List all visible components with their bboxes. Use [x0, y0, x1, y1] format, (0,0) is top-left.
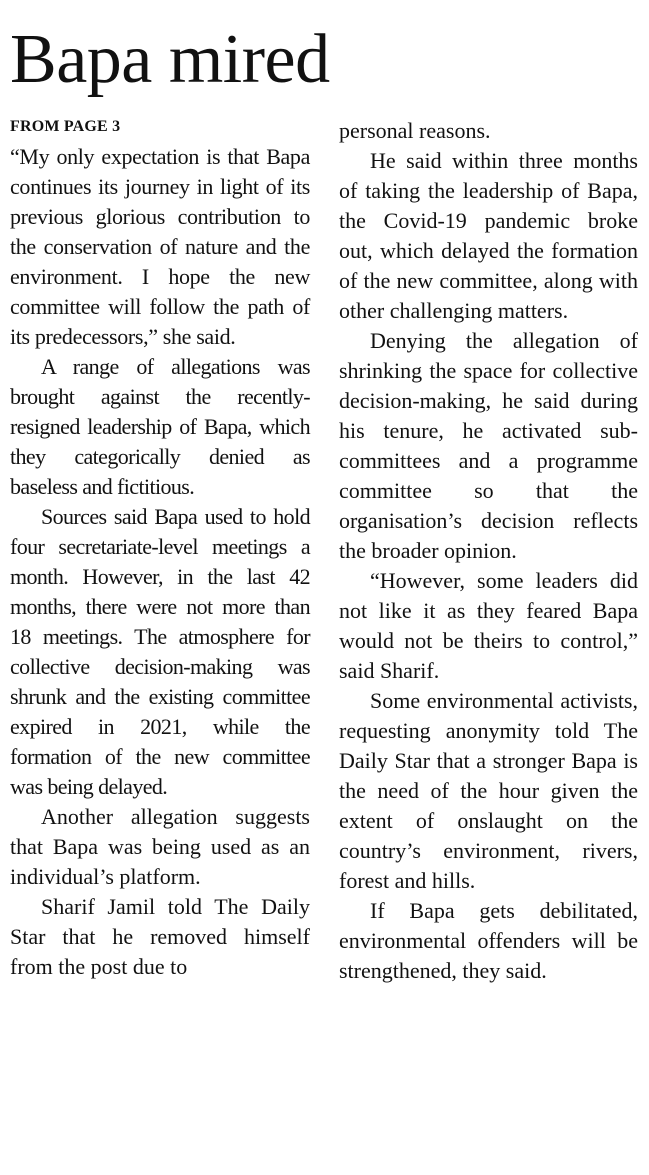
- paragraph: Sharif Jamil told The Daily Star that he removed himself from the post due to: [10, 894, 310, 979]
- paragraph: Denying the allegation of shrinking the space for collective decision-making, he said during his tenure, he activated sub-committees and a programme committee so that the organisation’s decision reflects the broader opinion.: [339, 328, 638, 563]
- paragraph: A range of allegations was brought against the recently-resigned leadership of Bapa, which they categorically denied as baseless and fictitious.: [10, 354, 310, 499]
- paragraph: He said within three months of taking the leadership of Bapa, the Covid-19 pandemic broke out, which delayed the formation of the new committee, along with other challenging matters.: [339, 148, 638, 323]
- paragraph: Sources said Bapa used to hold four secretariate-level meetings a month. However, in the last 42 months, there were not more than 18 meetings. The atmosphere for collective decision-making was shrunk and the existing committee expired in 2021, while the formation of the new committee was being delayed.: [10, 504, 310, 799]
- paragraph: Another allegation suggests that Bapa was being used as an individual’s platform.: [10, 804, 310, 889]
- paragraph: “However, some leaders did not like it as they feared Bapa would not be theirs to control,” said Sharif.: [339, 568, 638, 683]
- paragraph: personal reasons.: [339, 118, 491, 143]
- continuation-label: FROM PAGE 3: [10, 118, 121, 135]
- headline: Bapa mired: [10, 21, 330, 98]
- paragraph: “My only expectation is that Bapa continues its journey in light of its previous glorious contribution to the conservation of nature and the environment. I hope the new committee will follow the path of its predecessors,” she said.: [10, 144, 310, 349]
- article-column-right: [339, 116, 638, 986]
- article-column-left: [10, 142, 310, 982]
- paragraph: Some environmental activists, requesting anonymity told The Daily Star that a stronger Bapa is the need of the hour given the extent of onslaught on the country’s environment, rivers, forest and hills.: [339, 688, 638, 893]
- paragraph: If Bapa gets debilitated, environmental offenders will be strengthened, they said.: [339, 898, 638, 983]
